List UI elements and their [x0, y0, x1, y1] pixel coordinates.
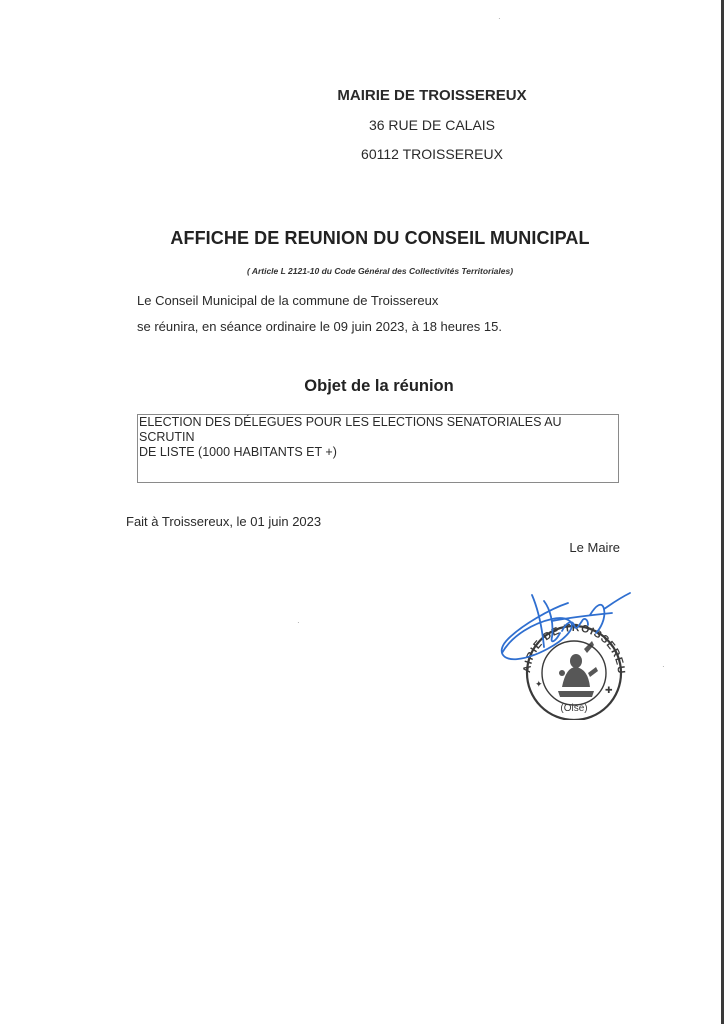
objet-box: [137, 414, 619, 483]
scan-speck: ·: [662, 662, 665, 671]
article-reference: ( Article L 2121-10 du Code Général des Collectivités Territoriales): [246, 266, 514, 276]
signatory-label: Le Maire: [569, 540, 620, 555]
intro-line-2: se réunira, en séance ordinaire le 09 juin 2023, à 18 heures 15.: [137, 319, 502, 334]
scan-speck: ·: [297, 618, 300, 627]
mairie-city: 60112 TROISSEREUX: [361, 146, 503, 162]
official-seal-icon: [492, 575, 642, 720]
document-title: AFFICHE DE REUNION DU CONSEIL MUNICIPAL: [170, 228, 590, 248]
mairie-name: MAIRIE DE TROISSEREUX: [337, 87, 527, 104]
svg-text:✦: ✦: [535, 680, 543, 690]
mairie-street: 36 RUE DE CALAIS: [368, 117, 496, 133]
svg-text:✚: ✚: [605, 686, 613, 696]
seal-text-top: AIRIE DE TROISSEREU: [520, 621, 628, 676]
fait-a-line: Fait à Troissereux, le 01 juin 2023: [126, 514, 322, 529]
objet-heading: Objet de la réunion: [304, 377, 454, 395]
objet-line-2: DE LISTE (1000 HABITANTS ET +): [139, 445, 337, 459]
intro-line-1: Le Conseil Municipal de la commune de Troissereux: [137, 293, 439, 308]
seal-text-bottom: (Oise): [560, 703, 588, 714]
mayor-seal-and-signature: [492, 575, 642, 720]
scan-speck: ·: [498, 14, 501, 23]
objet-line-1: ELECTION DES DÉLEGUES POUR LES ELECTIONS SENATORIALES AU SCRUTIN: [139, 415, 562, 444]
